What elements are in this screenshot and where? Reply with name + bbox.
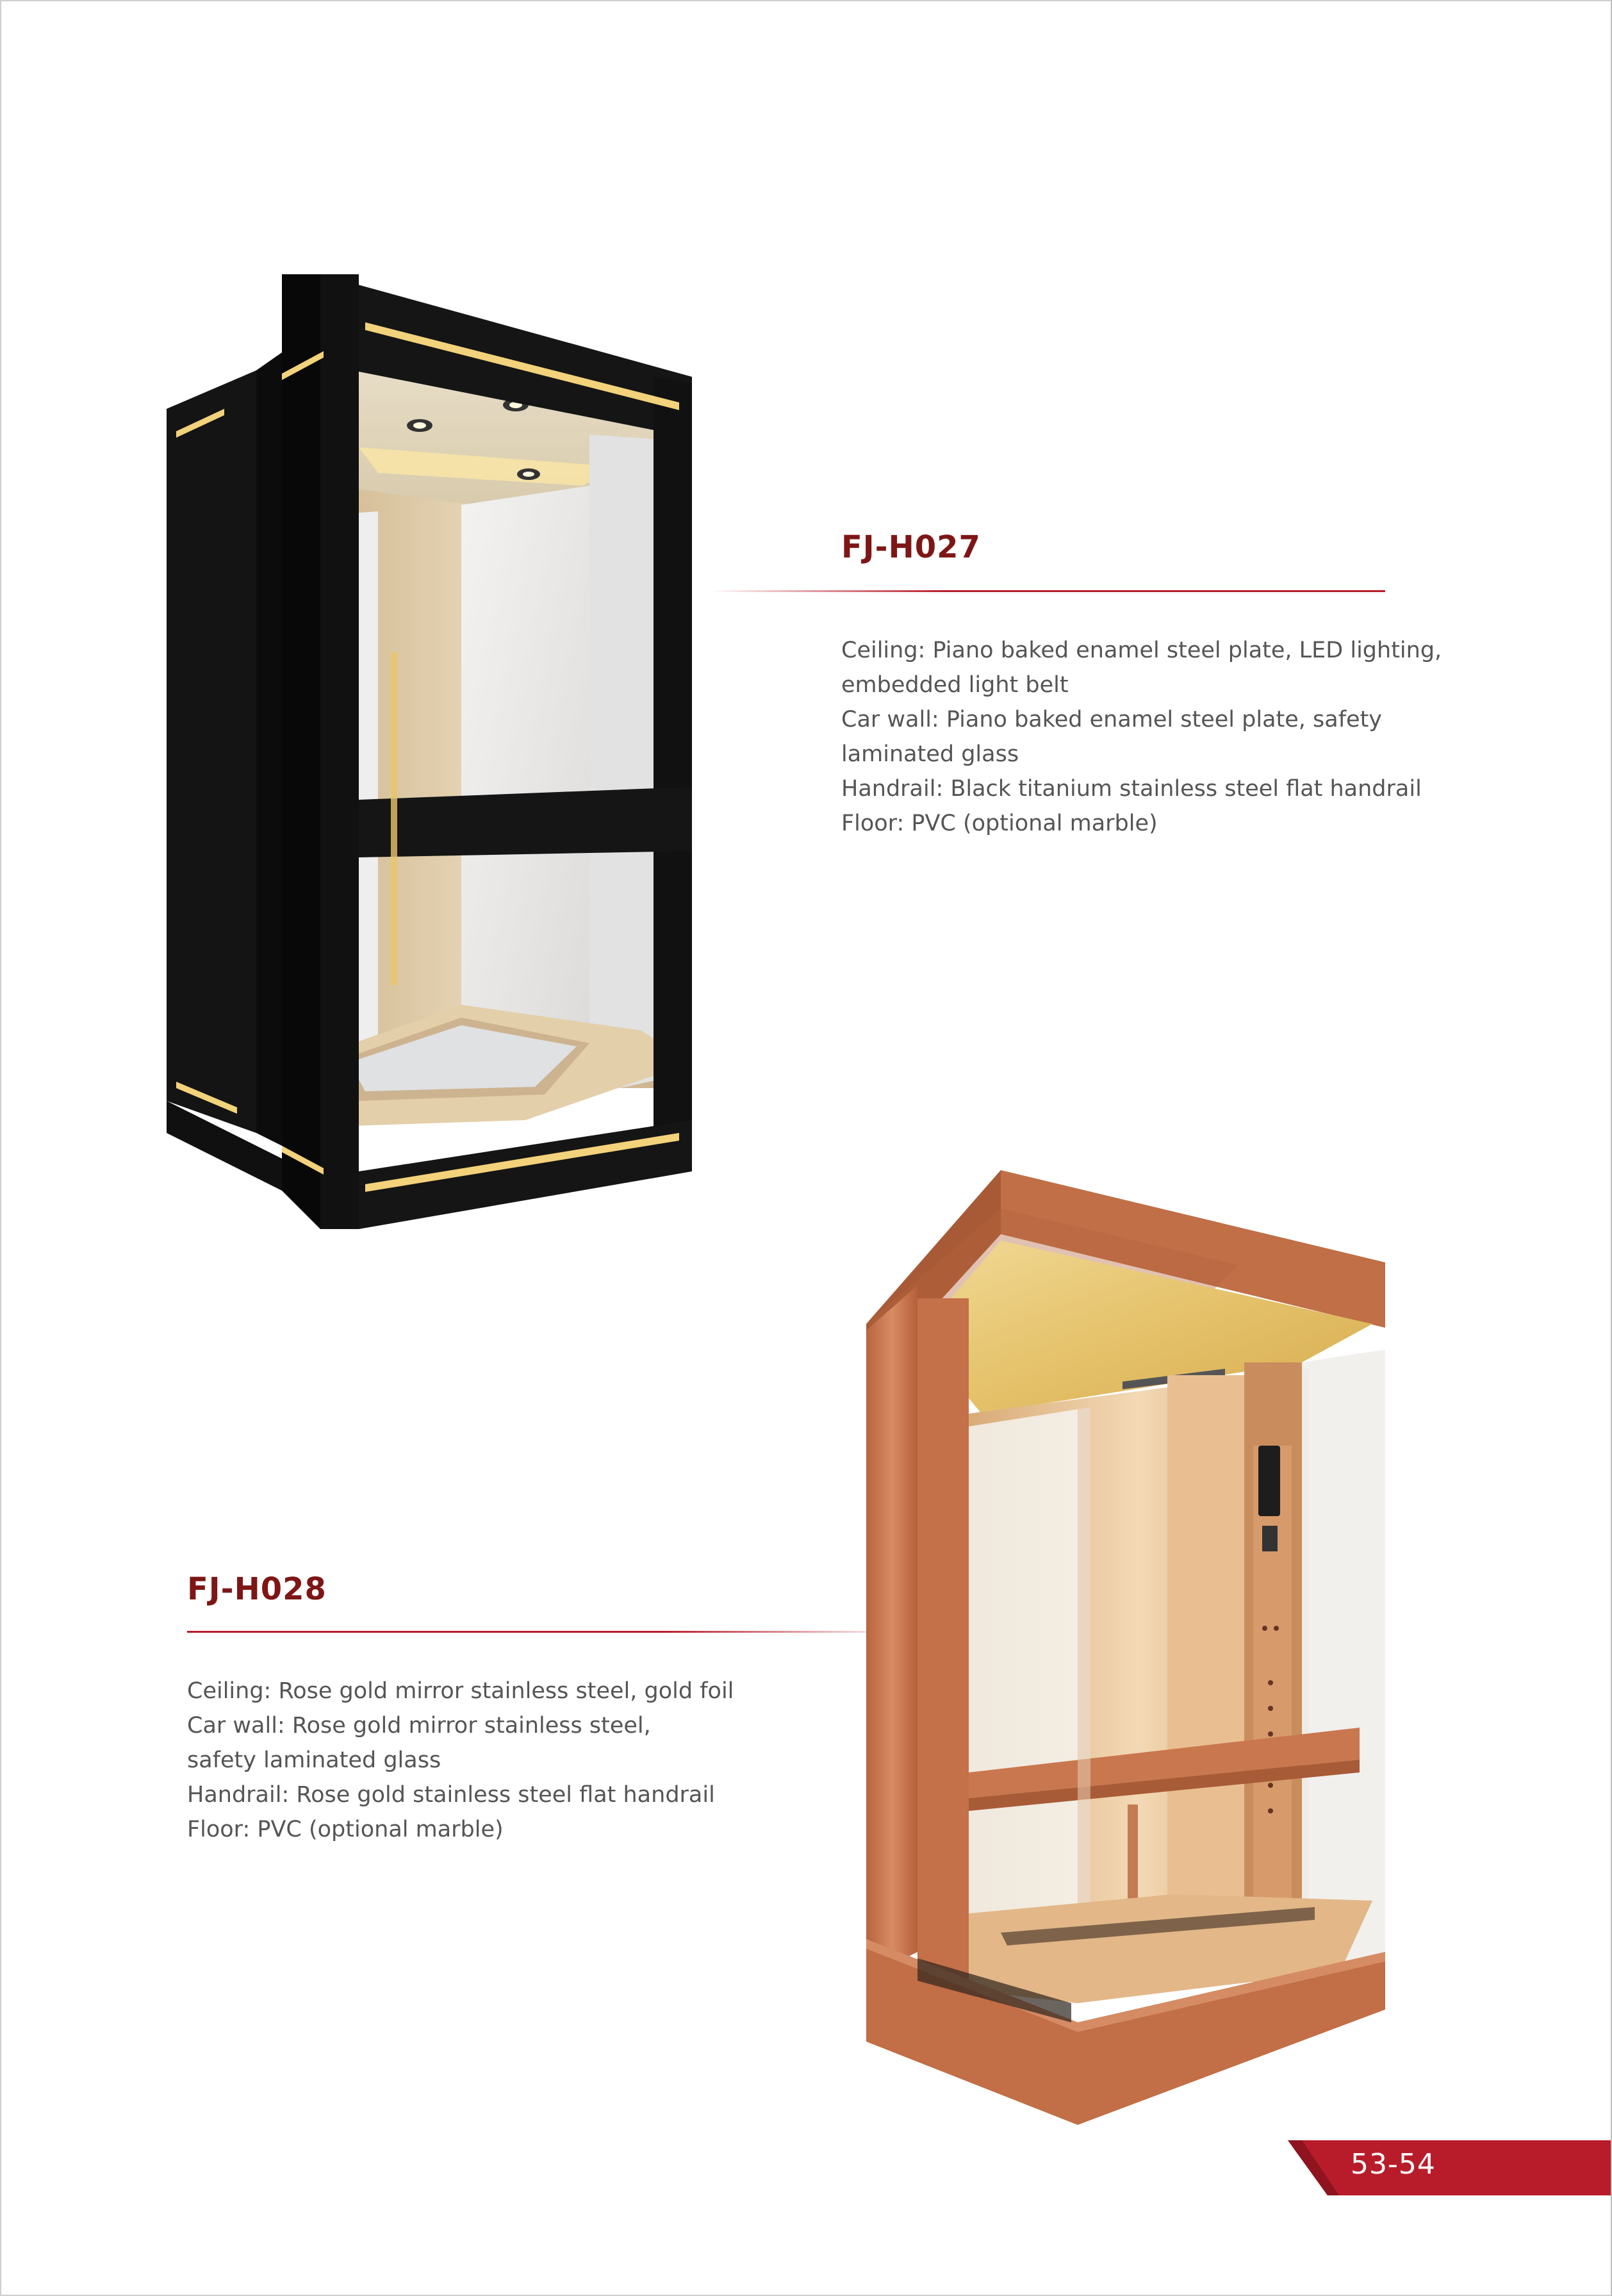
elevator-fj-h027-illustration	[167, 274, 698, 1229]
spec-line: Ceiling: Rose gold mirror stainless steel, gold foil	[187, 1678, 734, 1704]
spec-line: laminated glass	[841, 741, 1019, 767]
product-title-fj-h028: FJ-H028	[187, 1571, 327, 1607]
spec-line: Floor: PVC (optional marble)	[187, 1817, 504, 1842]
page-number: 53-54	[1351, 2148, 1436, 2181]
title-underline-fj-h027	[710, 590, 1385, 592]
spec-line: Car wall: Piano baked enamel steel plate, safety	[841, 707, 1383, 732]
spec-line: Handrail: Black titanium stainless steel flat handrail	[841, 776, 1422, 802]
spec-line: Handrail: Rose gold stainless steel flat handrail	[187, 1782, 715, 1808]
spec-list-fj-h028	[187, 1674, 734, 1847]
elevator-fj-h028-illustration	[866, 1170, 1392, 2125]
spec-line: Car wall: Rose gold mirror stainless steel,	[187, 1713, 651, 1739]
spec-line: Ceiling: Piano baked enamel steel plate, LED lighting,	[841, 638, 1442, 663]
spec-line: Floor: PVC (optional marble)	[841, 811, 1158, 836]
spec-line: safety laminated glass	[187, 1747, 441, 1773]
floor-display-icon	[1258, 1446, 1280, 1516]
spec-line: embedded light belt	[841, 672, 1069, 698]
title-underline-fj-h028	[187, 1631, 866, 1633]
spec-list-fj-h027	[841, 633, 1442, 841]
product-title-fj-h027: FJ-H027	[841, 529, 981, 565]
